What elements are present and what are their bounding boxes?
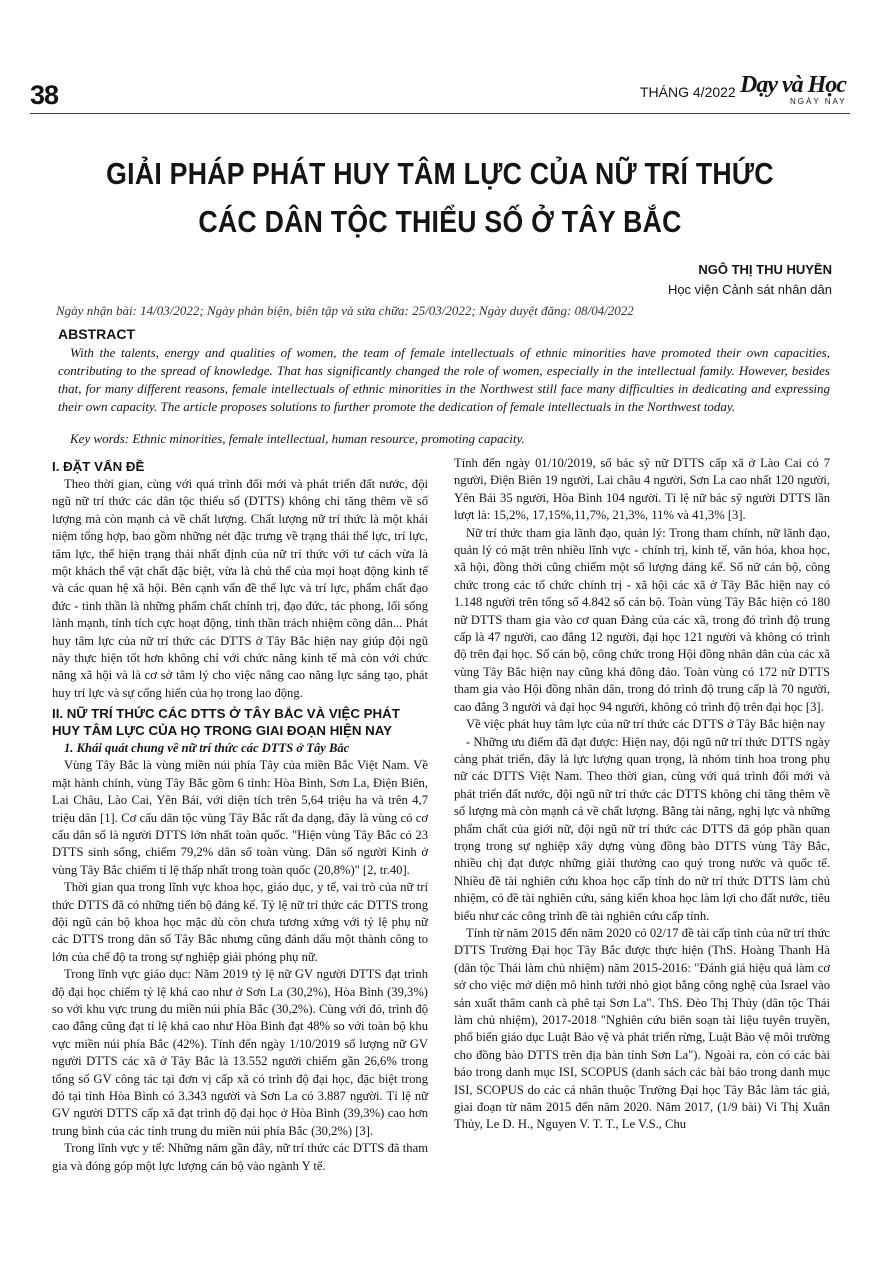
paragraph: Tính đến ngày 01/10/2019, số bác sỹ nữ DTTS cấp xã ở Lào Cai có 7 người, Điện Biên 19 người, Lai châu 4 người, Sơn La cao nhất 120 người, Yên Bái 35 người, Hòa Bình 104 người. Tỉ lệ nữ bác sỹ người DTTS lần lượt là: 15,2%, 17,15%,11,7%, 21,3%, 11% và 41,3% [3]. xyxy=(454,456,830,523)
author-name: NGÔ THỊ THU HUYỀN xyxy=(698,262,832,277)
paragraph: Tính từ năm 2015 đến năm 2020 có 02/17 đề tài cấp tỉnh của nữ trí thức DTTS Trường Đại học Tây Bắc được thực hiện (ThS. Hoàng Thanh Hà (dân tộc Thái làm chủ nhiệm) năm 2015-2016: "Đánh giá hiệu quả làm cơ sở cho việc mở diện mô hình tưới nhỏ giọt bằng công nghệ của Israel vào sản xuất thâm canh cà phê tại Sơn La". ThS. Đèo Thị Thủy (dân tộc Thái làm chủ nhiệm), 2017-2018 "Nghiên cứu biên soạn tài liệu tuyên truyền, phổ biến giáo dục Luật Bảo vệ và phát triển rừng, Luật Bảo vệ môi trường cho đồng bào DTTS trên địa bàn tỉnh Sơn La"). Ngoài ra, còn có các bài báo trong danh mục ISI, SCOPUS (danh sách các bài báo trong danh mục ISI, SCOPUS do các cá nhân thuộc Trường Đại học Tây Bắc làm tác giả, giai đoạn từ năm 2015 đến năm 2020. Năm 2017, (1/9 bài) Vi Thị Xuân Thủy, Le D. H., Nguyen V. T. T., Le V.S., Chu xyxy=(454,925,830,1132)
magazine-subtitle: NGÀY NAY xyxy=(790,97,847,106)
left-column xyxy=(52,455,428,1175)
page-header xyxy=(0,70,880,110)
paragraph: Về việc phát huy tâm lực của nữ trí thức các DTTS ở Tây Bắc hiện nay xyxy=(466,717,826,732)
right-column xyxy=(454,455,830,1134)
title-line-1: GIẢI PHÁP PHÁT HUY TÂM LỰC CỦA NỮ TRÍ THỨC xyxy=(106,156,774,191)
article-dates: Ngày nhận bài: 14/03/2022; Ngày phản biện, biên tập và sửa chữa: 25/03/2022; Ngày duyệt đăng: 08/04/2022 xyxy=(56,303,634,318)
paragraph: Theo thời gian, cùng với quá trình đổi mới và phát triển đất nước, đội ngũ nữ trí thức các dân tộc thiểu số (DTTS) không chỉ tăng thêm về số lượng mà còn mạnh cả về chất lượng. Chất lượng nữ trí thức là một khái niệm tổng hợp, bao gồm những nét đặc trưng về trạng thái thể lực, trí lực, tâm lực, thể hiện trạng thái nhất định của nữ trí thức với tư cách vừa là một khách thể vật chất đặc biệt, vừa là chủ thể của mọi hoạt động kinh tế và các quan hệ xã hội. Bên cạnh vấn đề thể lực và trí lực, phẩm chất đạo đức - tinh thần là những phẩm chất chính trị, đạo đức, tác phong, lối sống lành mạnh, tính tích cực hoạt động, tinh thần trách nhiệm công dân... Phát huy tâm lực của nữ trí thức các DTTS ở Tây Bắc hiện nay giúp đội ngũ này thực hiện tốt hơn không chỉ với chức năng kinh tế mà còn với chức năng xã hội và là cơ sở tâm lý cho việc nâng cao năng lực sáng tạo, phát huy trí lực và sự cống hiến của họ trong lao động. xyxy=(52,477,428,700)
issue-date: THÁNG 4/2022 xyxy=(640,84,736,100)
paragraph: Trong lĩnh vực y tế: Những năm gần đây, nữ trí thức các DTTS đã tham gia và đóng góp một lực lượng cán bộ vào ngành Y tế. xyxy=(52,1141,428,1173)
title-line-2: CÁC DÂN TỘC THIỂU SỐ Ở TÂY BẮC xyxy=(198,204,682,239)
section-heading-2: II. NỮ TRÍ THỨC CÁC DTTS Ở TÂY BẮC VÀ VIỆC PHÁT HUY TÂM LỰC CỦA HỌ TRONG GIAI ĐOẠN HIỆN NAY xyxy=(52,706,400,739)
subsection-heading: 1. Khái quát chung về nữ trí thức các DTTS ở Tây Bắc xyxy=(64,741,350,756)
paragraph: Trong lĩnh vực giáo dục: Năm 2019 tỷ lệ nữ GV người DTTS đạt trình độ đại học chiếm tỷ lệ khá cao như ở Sơn La (30,2%), Hòa Bình (39,3%) so với khu vực trung du miền núi phía Bắc (30,2%). Cùng với đó, trình độ cao đẳng cũng đạt tỉ lệ khá cao như Hòa Bình đạt 48% so với toàn bộ khu vực miền núi phía Bắc (42%). Tính đến ngày 1/10/2019 số lượng nữ GV người DTTS các xã ở Tây Bắc là 13.552 người chiếm gần 26,6% trong tổng số GV công tác tại đơn vị cấp xã có trình độ đại học, đặc biệt trong đó tại tỉnh Hòa Bình có 3.343 người và Sơn La có 3.887 người. Tỉ lệ nữ GV người DTTS cấp xã đạt trình độ đại học ở Hòa Bình (39,3%) cao hơn trung bình của các tỉnh trung du miền núi phía Bắc (30,2%) [3]. xyxy=(52,967,428,1138)
page-number: 38 xyxy=(30,80,59,110)
section-heading-1: I. ĐẶT VẤN ĐỀ xyxy=(52,459,145,474)
paragraph: - Những ưu điểm đã đạt được: Hiện nay, đội ngũ nữ trí thức DTTS ngày càng phát triển, đây là lực lượng quan trọng, là nhóm tinh hoa trong phụ nữ các DTTS Việt Nam. Theo thời gian, cùng với quá trình đổi mới và phát triển đất nước, đội ngũ nữ trí thức các DTTS không chỉ tăng thêm về số lượng mà còn mạnh cả về chất lượng. Bằng tài năng, nghị lực và những phẩm chất của giới nữ, đội ngũ nữ trí thức các DTTS đã góp phần quan trọng trong sự nghiệp xây dựng vùng đồng bào DTTS vùng Tây Bắc, nhiều chị đạt được những giải thưởng cao quý trong nước và quốc tế. Nhiều đề tài nghiên cứu khoa học cấp tỉnh do nữ trí thức DTTS làm chủ nhiệm, có đề tài nghiên cứu, sáng kiến khoa học làm lợi cho đất nước, tiêu biểu như các công trình đề tài nghiên cứu cấp tỉnh. xyxy=(454,734,830,923)
paragraph: Vùng Tây Bắc là vùng miền núi phía Tây của miền Bắc Việt Nam. Về mặt hành chính, vùng Tây Bắc gồm 6 tỉnh: Hòa Bình, Sơn La, Điện Biên, Lai Châu, Lào Cai, Yên Bái, với diện tích trên 5,64 triệu ha và trên 4,7 triệu dân [1]. Cơ cấu dân tộc vùng Tây Bắc rất đa dạng, đây là vùng có cơ cấu dân số là người DTTS lớn nhất toàn quốc. "Hiện vùng Tây Bắc có 23 DTTS sinh sống, chiếm 79,2% dân số toàn vùng. Dân số người Kinh ở vùng Tây Bắc chiếm tỉ lệ thấp nhất trong toàn quốc (20,8%)" [2, tr.40]. xyxy=(52,758,428,877)
abstract-text: With the talents, energy and qualities of women, the team of female intellectuals of ethnic minorities have promoted their own capacities, contributing to the spread of knowledge. That has significantly changed the role of women, especially in the intellectual family. However, besides that, for many different reasons, female intellectuals of ethnic minorities in the Northwest still face many difficulties in dedicating and expressing their own capacity. The article proposes solutions to further promote the dedication of female intellectuals in the Northwest today. xyxy=(58,345,830,414)
author-affiliation: Học viện Cảnh sát nhân dân xyxy=(667,282,832,297)
magazine-logo: Dạy và Học xyxy=(740,72,846,98)
paragraph: Nữ trí thức tham gia lãnh đạo, quản lý: Trong tham chính, nữ lãnh đạo, quản lý có mặt trên nhiều lĩnh vực - chính trị, kinh tế, văn hóa, khoa học, xã hội, đồng thời cũng chiếm một số lượng đáng kể. Số nữ cán bộ, công chức trong các tổ chức chính trị - xã hội các xã ở Tây Bắc hiện nay có 1.148 người trên tổng số 4.842 số cán bộ. Toàn vùng Tây Bắc hiện có 180 nữ DTTS tham gia vào cơ quan Đảng của các xã, trong đó trình độ trung cấp là 47 người, cao đẳng 12 người, đại học 121 người và không có trình độ trên đại học. Số cán bộ, công chức trong Hội đồng nhân dân của các xã vùng Tây Bắc hiện nay cũng khá đông đảo. Toàn vùng có 172 nữ DTTS tham gia vào Hội đồng nhân dân, trong đó trình độ trung cấp là 70 người, cao đẳng 3 người và đại học 94 người, không có trình độ trên đại học [3]. xyxy=(454,525,830,714)
paragraph: Thời gian qua trong lĩnh vực khoa học, giáo dục, y tế, vai trò của nữ trí thức DTTS đã có những tiến bộ đáng kể. Tỷ lệ nữ trí thức các DTTS trong đội ngũ cán bộ khoa học mặc dù còn chưa tương xứng với tỷ lệ phụ nữ các DTTS trong dân số Tây Bắc nhưng cũng đánh dấu một thành công to lớn của chế độ ta trong sự nghiệp giải phóng phụ nữ. xyxy=(52,880,428,964)
keywords: Key words: Ethnic minorities, female intellectual, human resource, promoting capacity. xyxy=(70,431,525,446)
article-title xyxy=(62,150,819,246)
abstract-heading: ABSTRACT xyxy=(58,326,135,342)
header-rule xyxy=(30,113,850,114)
